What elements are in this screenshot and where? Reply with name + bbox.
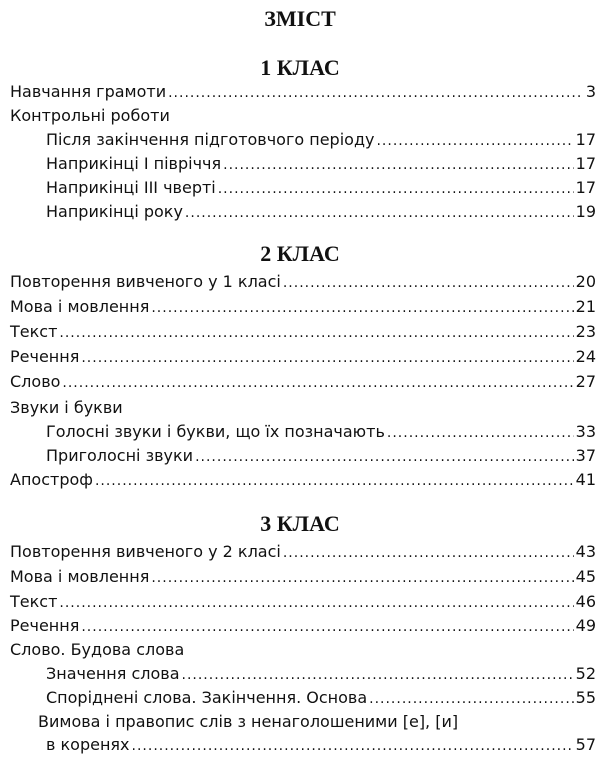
toc-entry-label: Наприкінці ІІІ чверті (46, 178, 216, 197)
toc-entry[interactable] (10, 590, 596, 614)
dot-leader (182, 662, 574, 687)
toc-entry[interactable] (46, 152, 596, 176)
toc-entry-label: Апостроф (10, 470, 93, 489)
toc-entry-label: Повторення вивченого у 2 класі (10, 542, 281, 561)
toc-entry-label: Мова і мовлення (10, 567, 150, 586)
toc-entry-page: 37 (575, 446, 596, 465)
dot-leader (59, 320, 573, 345)
toc-entry-page: 43 (575, 542, 596, 561)
toc-group-label: Контрольні роботи (10, 106, 170, 125)
toc-entry[interactable] (46, 444, 596, 468)
dot-leader (151, 295, 573, 320)
toc-entry-label: Після закінчення підготовчого періоду (46, 130, 375, 149)
dot-leader (81, 614, 573, 639)
toc-entry-page: 45 (575, 567, 596, 586)
toc-entry[interactable] (46, 176, 596, 200)
toc-entry-page: 21 (575, 297, 596, 316)
dot-leader (151, 565, 573, 590)
toc-entry[interactable] (10, 80, 596, 104)
dot-leader (223, 152, 574, 177)
dot-leader (369, 686, 574, 711)
toc-entry[interactable] (10, 565, 596, 589)
toc-entry-label: Приголосні звуки (46, 446, 194, 465)
toc-entry[interactable] (46, 733, 596, 757)
toc-entry-page: 55 (575, 688, 596, 707)
toc-entry-label: Слово (10, 372, 61, 391)
dot-leader (387, 420, 574, 445)
toc-entry[interactable] (10, 345, 596, 369)
toc-entry[interactable] (10, 295, 596, 319)
toc-entry-label: Текст (10, 592, 58, 611)
toc-entry-page: 3 (585, 82, 596, 101)
toc-entry-page: 52 (575, 664, 596, 683)
toc-entry-page: 41 (575, 470, 596, 489)
page-title: ЗМІСТ (264, 6, 336, 31)
toc-entry-label: Мова і мовлення (10, 297, 150, 316)
dot-leader (168, 80, 580, 105)
toc-entry[interactable] (46, 686, 596, 710)
toc-entry[interactable] (10, 468, 596, 492)
toc-entry[interactable] (10, 270, 596, 294)
toc-entry[interactable] (46, 200, 596, 224)
dot-leader (283, 270, 574, 295)
toc-group-label: Слово. Будова слова (10, 640, 185, 659)
dot-leader (95, 468, 574, 493)
dot-leader (218, 176, 574, 201)
toc-entry-page: 20 (575, 272, 596, 291)
dot-leader (59, 590, 573, 615)
dot-leader (62, 370, 573, 395)
toc-entry-page: 24 (575, 347, 596, 366)
toc-entry[interactable] (10, 614, 596, 638)
toc-entry-label-line-1: Вимова і правопис слів з ненаголошеними [е], [и] (38, 712, 459, 731)
toc-entry-label: Повторення вивченого у 1 класі (10, 272, 281, 291)
toc-group-label: Звуки і букви (10, 398, 123, 417)
toc-entry-label: Наприкінці І півріччя (46, 154, 222, 173)
toc-entry[interactable] (46, 420, 596, 444)
toc-entry-page: 33 (575, 422, 596, 441)
toc-entry-label: Речення (10, 616, 80, 635)
toc-entry-label: Наприкінці року (46, 202, 183, 221)
toc-entry-page: 17 (575, 178, 596, 197)
toc-entry-page: 23 (575, 322, 596, 341)
toc-entry-label: Текст (10, 322, 58, 341)
toc-entry-page: 46 (575, 592, 596, 611)
section-heading-grade-3: 3 КЛАС (260, 511, 340, 536)
toc-entry-label: Навчання грамоти (10, 82, 167, 101)
toc-entry-page: 49 (575, 616, 596, 635)
toc-entry[interactable] (10, 320, 596, 344)
toc-entry-page: 17 (575, 130, 596, 149)
dot-leader (195, 444, 574, 469)
toc-entry-label: Споріднені слова. Закінчення. Основа (46, 688, 368, 707)
toc-entry[interactable] (46, 128, 596, 152)
dot-leader (132, 733, 574, 758)
dot-leader (185, 200, 574, 225)
toc-entry[interactable] (10, 540, 596, 564)
toc-entry-label: Значення слова (46, 664, 180, 683)
toc-entry[interactable] (46, 662, 596, 686)
toc-entry-label: в коренях (46, 735, 130, 754)
toc-entry-page: 17 (575, 154, 596, 173)
dot-leader (283, 540, 574, 565)
toc-entry-page: 57 (575, 735, 596, 754)
toc-entry-label: Речення (10, 347, 80, 366)
dot-leader (376, 128, 573, 153)
section-heading-grade-2: 2 КЛАС (260, 241, 340, 266)
toc-entry-label: Голосні звуки і букви, що їх позначають (46, 422, 385, 441)
dot-leader (81, 345, 573, 370)
section-heading-grade-1: 1 КЛАС (260, 55, 340, 80)
toc-entry[interactable] (10, 370, 596, 394)
toc-entry-page: 27 (575, 372, 596, 391)
toc-entry-page: 19 (575, 202, 596, 221)
